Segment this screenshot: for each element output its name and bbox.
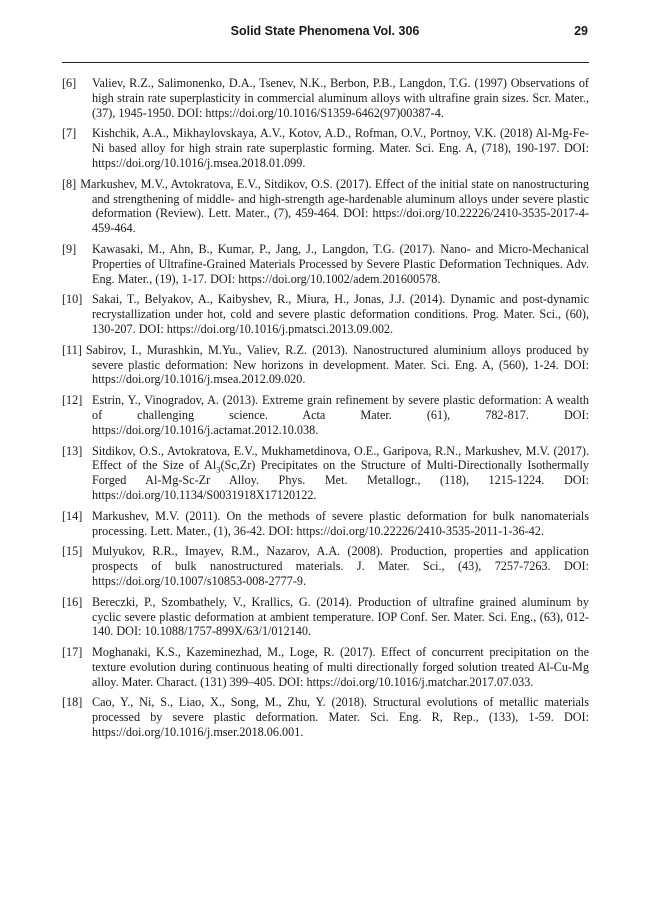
reference-item xyxy=(62,544,589,588)
reference-number: [10] xyxy=(62,292,83,307)
reference-text-part: Sitdikov, O.S., Avtokratova, E.V., Mukhametdinova, O.E., Garipova, R.N., Markushev, M.V. (2017). Effect of the Size of Al xyxy=(92,443,589,473)
reference-item xyxy=(62,393,589,437)
reference-text: Kawasaki, M., Ahn, B., Kumar, P., Jang, J., Langdon, T.G. (2017). Nano- and Micro-Mechanical Properties of Ultrafine-Grained Materials Processed by Severe Plastic Deformation Techniques. Adv. Eng. Mater., (19), 1-17. DOI: https://doi.org/10.1002/adem.201600578. xyxy=(92,241,589,286)
reference-item xyxy=(62,509,589,539)
reference-number: [8] xyxy=(62,176,77,191)
reference-text: Estrin, Y., Vinogradov, A. (2013). Extreme grain refinement by severe plastic deformation: A wealth of challenging science. Acta Mater. (61), 782-817. DOI: https://doi.org/10.1016/j.actamat.2012.10.038. xyxy=(92,393,589,437)
reference-item xyxy=(62,595,589,639)
reference-text-part: (Sc,Zr) Precipitates on the Structure of Multi-Directionally Isothermally Forged Al-Mg-Sc-Zr Alloy. Phys. Met. Metallogr., (118), 1215-1224. DOI: https://doi.org/10.1134/S0031918X17120122. xyxy=(92,458,589,502)
reference-text: Kishchik, A.A., Mikhaylovskaya, A.V., Kotov, A.D., Rofman, O.V., Portnoy, V.K. (2018) Al-Mg-Fe-Ni based alloy for high strain rate superplastic forming. Mater. Sci. Eng. A, (718), 190-197. DOI: https://doi.org/10.1016/j.msea.2018.01.099. xyxy=(92,126,589,170)
reference-number: [6] xyxy=(62,76,77,90)
reference-text: Valiev, R.Z., Salimonenko, D.A., Tsenev, N.K., Berbon, P.B., Langdon, T.G. (1997) Observations of high strain rate superplasticity in commercial aluminum alloys with ultrafine grain sizes. Scr. Mater., (37), 1945-1950. DOI: https://doi.org/10.1016/S1359-6462(97)00387-4. xyxy=(92,76,589,120)
journal-title: Solid State Phenomena Vol. 306 xyxy=(230,24,420,38)
reference-item xyxy=(62,695,589,739)
reference-item xyxy=(62,444,589,503)
page-number: 29 xyxy=(574,24,588,38)
reference-item xyxy=(62,242,589,286)
reference-item xyxy=(62,292,589,336)
reference-number: [17] xyxy=(62,645,83,660)
reference-item xyxy=(62,645,589,689)
header-divider xyxy=(62,62,589,63)
reference-number: [16] xyxy=(62,594,83,609)
reference-text: Mulyukov, R.R., Imayev, R.M., Nazarov, A.A. (2008). Production, properties and application prospects of bulk nanostructured materials. J. Mater. Sci., (43), 7257-7263. DOI: https://doi.org/10.1007/s10853-008-2777-9. xyxy=(92,544,589,588)
reference-number: [13] xyxy=(62,443,83,458)
reference-number: [9] xyxy=(62,241,77,256)
reference-text: Bereczki, P., Szombathely, V., Krallics, G. (2014). Production of ultrafine grained aluminum by cyclic severe plastic deformation at ambient temperature. IOP Conf. Ser. Mater. Sci. Eng., (63), 012-140. DOI: 10.1088/1757-899X/63/1/012140. xyxy=(92,594,589,639)
reference-number: [7] xyxy=(62,126,77,141)
reference-text: Markushev, M.V., Avtokratova, E.V., Sitdikov, O.S. (2017). Effect of the initial state on nanostructuring and strengthening of middle- and high-strength age-hardenable aluminum alloys under severe plastic deformation (Review). Lett. Mater., (7), 459-464. DOI: https://doi.org/10.22226/2410-3535-2017-4-459-464. xyxy=(80,176,589,236)
reference-number: [12] xyxy=(62,393,83,408)
reference-text: Cao, Y., Ni, S., Liao, X., Song, M., Zhu, Y. (2018). Structural evolutions of metallic materials processed by severe plastic deformation. Mater. Sci. Eng. R, Rep., (133), 1-59. DOI: https://doi.org/10.1016/j.mser.2018.06.001. xyxy=(92,695,589,740)
reference-item xyxy=(62,343,589,387)
reference-text: Markushev, M.V. (2011). On the methods of severe plastic deformation for bulk nanomaterials processing. Lett. Mater., (1), 36-42. DOI: https://doi.org/10.22226/2410-3535-2011-1-36-42. xyxy=(92,508,589,538)
reference-text: Sakai, T., Belyakov, A., Kaibyshev, R., Miura, H., Jonas, J.J. (2014). Dynamic and post-dynamic recrystallization under hot, cold and severe plastic deformation conditions. Prog. Mater. Sci., (60), 130-207. DOI: https://doi.org/10.1016/j.pmatsci.2013.09.002. xyxy=(92,292,589,336)
reference-number: [11] xyxy=(62,342,82,357)
subscript: 3 xyxy=(216,464,221,475)
reference-number: [18] xyxy=(62,695,83,710)
running-header xyxy=(62,24,588,42)
reference-number: [14] xyxy=(62,508,83,523)
reference-text: Sabirov, I., Murashkin, M.Yu., Valiev, R.Z. (2013). Nanostructured aluminium alloys produced by severe plastic deformation: New horizons in development. Mater. Sci. Eng. A, (560), 1-24. DOI: https://doi.org/10.1016/j.msea.2012.09.020. xyxy=(85,342,589,387)
reference-item xyxy=(62,76,589,120)
reference-item xyxy=(62,126,589,170)
reference-item xyxy=(62,177,589,236)
reference-text xyxy=(92,444,589,502)
reference-text: Moghanaki, K.S., Kazeminezhad, M., Loge, R. (2017). Effect of concurrent precipitation on the texture evolution during continuous heating of multi directionally forged solution treated Al-Cu-Mg alloy. Mater. Charact. (131) 399–405. DOI: https://doi.org/10.1016/j.matchar.2017.07.033. xyxy=(92,645,589,689)
reference-number: [15] xyxy=(62,544,83,559)
reference-list xyxy=(62,76,589,746)
